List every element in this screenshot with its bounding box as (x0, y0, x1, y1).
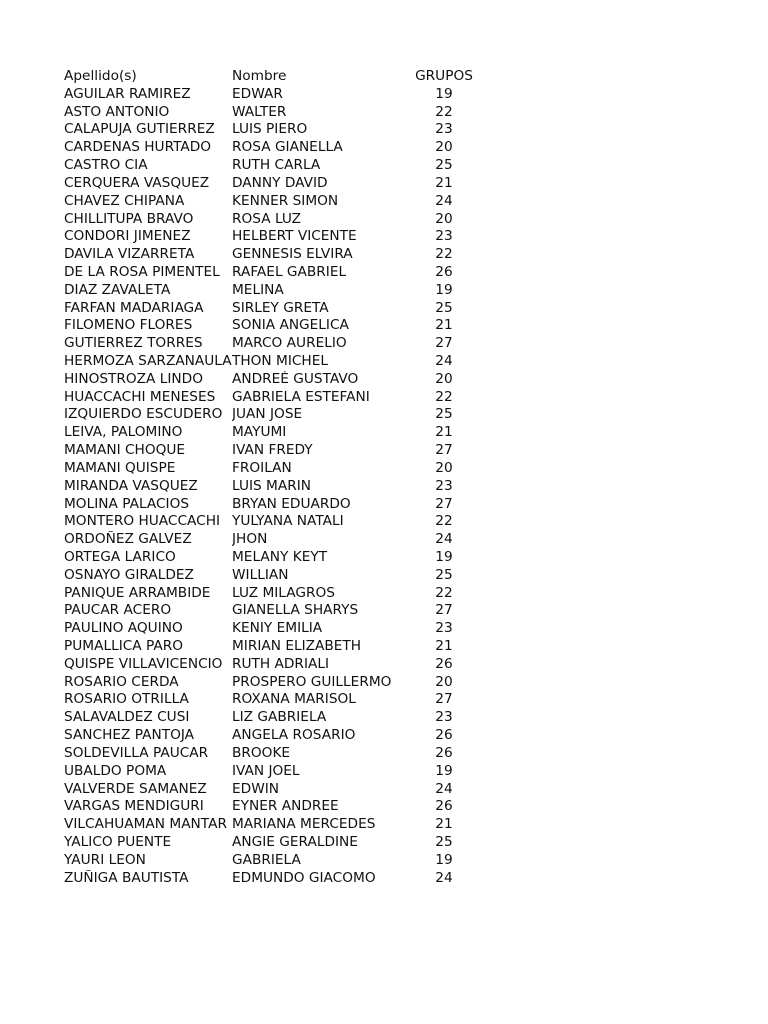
group-cell: 23 (435, 709, 453, 726)
surname-cell: CHILLITUPA BRAVO (64, 210, 194, 227)
table-row (0, 620, 768, 638)
group-cell: 21 (435, 174, 453, 191)
table-row (0, 745, 768, 763)
surname-cell: MAMANI CHOQUE (64, 442, 186, 459)
table-row (0, 691, 768, 709)
surname-cell: CERQUERA VASQUEZ (64, 174, 210, 191)
name-cell: MAYUMI (232, 424, 287, 441)
table-row (0, 834, 768, 852)
table-row (0, 816, 768, 834)
group-cell: 27 (435, 495, 453, 512)
table-row (0, 727, 768, 745)
name-cell: HELBERT VICENTE (232, 228, 357, 245)
name-cell: MARCO AURELIO (232, 335, 347, 352)
group-cell: 20 (435, 673, 453, 690)
name-cell: BROOKE (232, 744, 291, 761)
table-row (0, 585, 768, 603)
group-cell: 22 (435, 246, 453, 263)
table-row (0, 406, 768, 424)
table-row (0, 157, 768, 175)
surname-cell: HINOSTROZA LINDO (64, 370, 203, 387)
table-row (0, 531, 768, 549)
name-cell: GENNESIS ELVIRA (232, 246, 353, 263)
table-row (0, 638, 768, 656)
surname-cell: YALICO PUENTE (64, 833, 172, 850)
table-row (0, 567, 768, 585)
name-cell: EDWAR (232, 85, 283, 102)
surname-cell: ORDOÑEZ GALVEZ (64, 531, 192, 548)
name-cell: THON MICHEL (232, 353, 328, 369)
surname-cell: QUISPE VILLAVICENCIO (64, 655, 223, 672)
group-cell: 26 (435, 263, 453, 280)
group-cell: 27 (435, 335, 453, 352)
name-cell: RUTH ADRIALI (232, 655, 330, 672)
name-cell: LUZ MILAGROS (232, 584, 335, 601)
name-cell: YULYANA NATALI (232, 513, 344, 530)
surname-cell: FARFAN MADARIAGA (64, 299, 204, 316)
surname-cell: PAUCAR ACERO (64, 602, 172, 619)
group-cell: 22 (435, 103, 453, 120)
surname-cell: PUMALLICA PARO (64, 638, 184, 654)
surname-cell: FILOMENO FLORES (64, 317, 193, 334)
group-cell: 25 (435, 833, 453, 850)
group-cell: 25 (435, 157, 453, 174)
group-cell: 23 (435, 477, 453, 494)
surname-cell: CASTRO CIA (64, 157, 148, 174)
table-row (0, 228, 768, 246)
surname-cell: ROSARIO OTRILLA (64, 691, 189, 708)
surname-cell: SOLDEVILLA PAUCAR (64, 744, 209, 761)
name-cell: ANDREÉ GUSTAVO (232, 370, 359, 387)
surname-cell: LEIVA, PALOMINO (64, 424, 183, 441)
surname-cell: VARGAS MENDIGURI (64, 798, 204, 815)
group-cell: 27 (435, 691, 453, 708)
name-cell: JHON (232, 531, 268, 548)
name-cell: FROILAN (232, 459, 292, 476)
group-cell: 19 (435, 281, 453, 298)
name-cell: MELINA (232, 281, 284, 298)
name-cell: JUAN JOSE (232, 406, 303, 423)
surname-cell: SANCHEZ PANTOJA (64, 727, 195, 744)
table-row (0, 86, 768, 104)
name-cell: EDWIN (232, 780, 279, 797)
name-cell: KENIY EMILIA (232, 620, 323, 637)
table-body (0, 86, 768, 888)
name-cell: IVAN FREDY (232, 442, 313, 459)
name-cell: LUIS MARIN (232, 477, 311, 494)
group-cell: 25 (435, 566, 453, 583)
table-row (0, 121, 768, 139)
table-row (0, 513, 768, 531)
table-row (0, 371, 768, 389)
table-row (0, 389, 768, 407)
surname-cell: YAURI LEON (64, 851, 146, 868)
surname-cell: VILCAHUAMAN MANTAR (64, 816, 227, 833)
surname-cell: CARDENAS HURTADO (64, 139, 212, 156)
table-row (0, 674, 768, 692)
surname-cell: HUACCACHI MENESES (64, 388, 216, 405)
surname-cell: PAULINO AQUINO (64, 620, 183, 637)
name-cell: GABRIELA ESTEFANI (232, 388, 370, 405)
table-row (0, 193, 768, 211)
table-row (0, 211, 768, 229)
table-row (0, 264, 768, 282)
name-cell: EDMUNDO GIACOMO (232, 869, 376, 886)
surname-cell: OSNAYO GIRALDEZ (64, 566, 194, 583)
group-cell: 22 (435, 388, 453, 405)
name-column-header: Nombre (232, 68, 287, 84)
table-row (0, 353, 768, 371)
group-cell: 25 (435, 299, 453, 316)
surname-cell: CALAPUJA GUTIERREZ (64, 121, 215, 138)
name-cell: ROSA LUZ (232, 210, 302, 227)
name-cell: DANNY DAVID (232, 174, 328, 191)
group-cell: 26 (435, 727, 453, 744)
group-cell: 20 (435, 370, 453, 387)
group-cell: 27 (435, 442, 453, 459)
name-cell: BRYAN EDUARDO (232, 495, 351, 512)
group-cell: 24 (435, 869, 453, 886)
group-cell: 26 (435, 655, 453, 672)
surname-cell: PANIQUE ARRAMBIDE (64, 584, 211, 601)
table-row (0, 496, 768, 514)
name-cell: PROSPERO GUILLERMO (232, 673, 392, 690)
table-row (0, 870, 768, 888)
name-cell: LIZ GABRIELA (232, 709, 327, 726)
group-cell: 19 (435, 851, 453, 868)
group-cell: 21 (435, 317, 453, 334)
table-header-row (0, 68, 768, 86)
group-cell: 19 (435, 548, 453, 565)
surname-cell: SALAVALDEZ CUSI (64, 709, 190, 726)
name-cell: ROSA GIANELLA (232, 139, 343, 156)
group-cell: 21 (435, 816, 453, 833)
name-cell: MARIANA MERCEDES (232, 816, 376, 833)
surname-cell: DAVILA VIZARRETA (64, 246, 195, 263)
table-row (0, 282, 768, 300)
table-row (0, 460, 768, 478)
name-cell: IVAN JOEL (232, 762, 300, 779)
table-row (0, 709, 768, 727)
surname-cell: HERMOZA SARZANAULA (64, 353, 232, 369)
table-row (0, 656, 768, 674)
surname-cell: MONTERO HUACCACHI (64, 513, 221, 530)
group-cell: 25 (435, 406, 453, 423)
surname-cell: AGUILAR RAMIREZ (64, 85, 191, 102)
group-cell: 20 (435, 459, 453, 476)
surname-cell: GUTIERREZ TORRES (64, 335, 203, 352)
table-row (0, 478, 768, 496)
group-cell: 21 (435, 638, 453, 654)
group-cell: 22 (435, 584, 453, 601)
group-cell: 26 (435, 744, 453, 761)
name-cell: MIRIAN ELIZABETH (232, 638, 362, 654)
group-cell: 24 (435, 531, 453, 548)
table-row (0, 852, 768, 870)
table-row (0, 442, 768, 460)
table-row (0, 300, 768, 318)
surname-cell: DIAZ ZAVALETA (64, 281, 171, 298)
name-cell: WALTER (232, 103, 287, 120)
surname-cell: VALVERDE SAMANEZ (64, 780, 207, 797)
name-cell: EYNER ANDREE (232, 798, 339, 815)
name-cell: GABRIELA (232, 851, 301, 868)
table-row (0, 763, 768, 781)
name-cell: SIRLEY GRETA (232, 299, 329, 316)
surname-cell: IZQUIERDO ESCUDERO (64, 406, 223, 423)
group-cell: 20 (435, 139, 453, 156)
surname-cell: ZUÑIGA BAUTISTA (64, 869, 189, 886)
table-row (0, 424, 768, 442)
surname-column-header: Apellido(s) (64, 68, 137, 84)
table-row (0, 175, 768, 193)
table-row (0, 781, 768, 799)
table-row (0, 104, 768, 122)
group-cell: 19 (435, 762, 453, 779)
surname-cell: ORTEGA LARICO (64, 548, 176, 565)
surname-cell: ASTO ANTONIO (64, 103, 170, 120)
surname-cell: MAMANI QUISPE (64, 459, 176, 476)
name-cell: WILLIAN (232, 566, 289, 583)
name-cell: RUTH CARLA (232, 157, 321, 174)
surname-cell: CHAVEZ CHIPANA (64, 192, 185, 209)
surname-cell: CONDORI JIMENEZ (64, 228, 191, 245)
name-cell: MELANY KEYT (232, 548, 328, 565)
surname-cell: UBALDO POMA (64, 762, 167, 779)
table-row (0, 246, 768, 264)
group-cell: 21 (435, 424, 453, 441)
table-row (0, 549, 768, 567)
name-cell: ANGELA ROSARIO (232, 727, 356, 744)
group-cell: 26 (435, 798, 453, 815)
group-column-header: GRUPOS (415, 68, 473, 84)
surname-cell: DE LA ROSA PIMENTEL (64, 263, 220, 280)
group-cell: 20 (435, 210, 453, 227)
group-cell: 24 (435, 780, 453, 797)
group-cell: 23 (435, 228, 453, 245)
surname-cell: MOLINA PALACIOS (64, 495, 190, 512)
table-row (0, 335, 768, 353)
table-row (0, 798, 768, 816)
name-cell: SONIA ANGELICA (232, 317, 349, 334)
name-cell: ANGIE GERALDINE (232, 833, 358, 850)
group-cell: 19 (435, 85, 453, 102)
group-cell: 23 (435, 620, 453, 637)
table-row (0, 602, 768, 620)
name-cell: LUIS PIERO (232, 121, 308, 138)
name-cell: RAFAEL GABRIEL (232, 263, 347, 280)
group-cell: 24 (435, 353, 453, 369)
surname-cell: ROSARIO CERDA (64, 673, 179, 690)
table-row (0, 317, 768, 335)
name-cell: KENNER SIMON (232, 192, 339, 209)
group-cell: 22 (435, 513, 453, 530)
group-cell: 23 (435, 121, 453, 138)
name-cell: GIANELLA SHARYS (232, 602, 359, 619)
group-cell: 27 (435, 602, 453, 619)
group-cell: 24 (435, 192, 453, 209)
table-row (0, 139, 768, 157)
student-group-table (0, 68, 768, 887)
name-cell: ROXANA MARISOL (232, 691, 356, 708)
surname-cell: MIRANDA VASQUEZ (64, 477, 198, 494)
